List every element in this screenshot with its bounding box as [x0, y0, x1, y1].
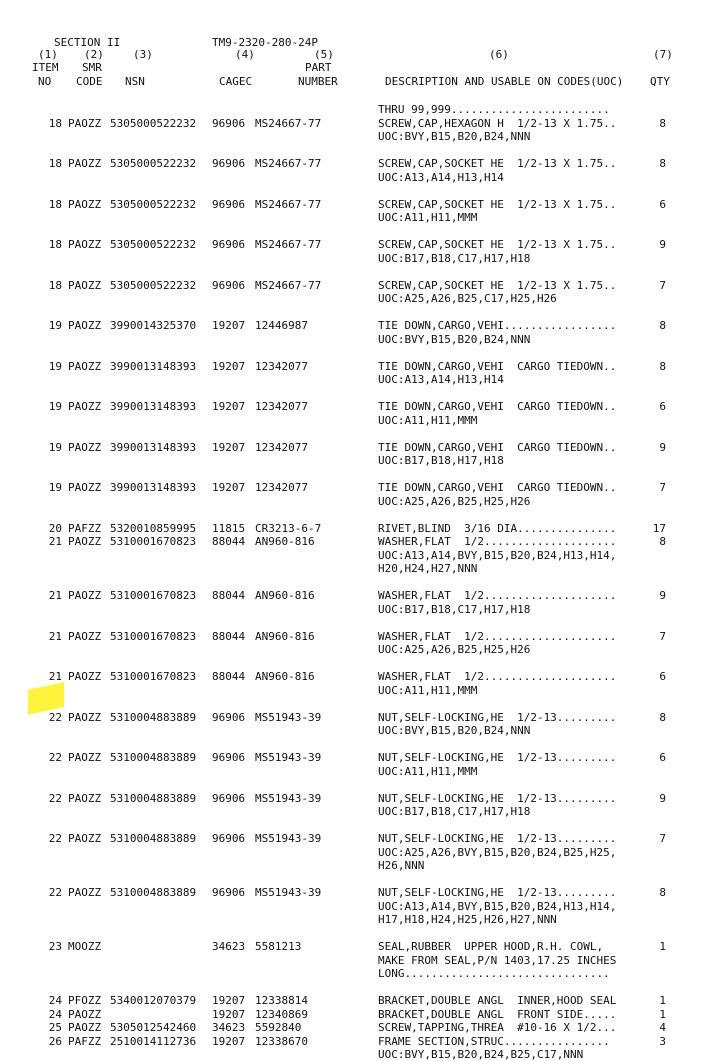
nsn: 2510014112736 — [110, 1034, 197, 1048]
item-number: 21 — [48, 670, 62, 683]
description-line: UOC:B17,B18,C17,H17,H18 — [378, 602, 531, 616]
quantity: 1 — [659, 1007, 666, 1021]
description-line: BRACKET,DOUBLE ANGL INNER,HOOD SEAL — [378, 994, 617, 1007]
smr-code: PAOZZ — [68, 670, 102, 683]
part-number: 12342077 — [255, 359, 308, 373]
description-line: UOC:A25,A26,B25,C17,H25,H26 — [378, 292, 557, 305]
cagec: 96906 — [212, 116, 246, 130]
nsn: 5310001670823 — [110, 629, 197, 643]
col-num-5: (5) — [314, 48, 334, 61]
cagec: 96906 — [212, 886, 246, 899]
item-number: 22 — [48, 832, 62, 845]
nsn: 5305000522232 — [110, 278, 197, 292]
quantity: 7 — [659, 832, 666, 845]
smr-code: PAOZZ — [68, 1021, 102, 1034]
description-line: WASHER,FLAT 1/2.................... — [378, 629, 617, 643]
item-number: 19 — [48, 440, 62, 454]
header-cagec: CAGEC — [219, 75, 253, 88]
quantity: 7 — [659, 278, 666, 292]
quantity: 6 — [659, 197, 666, 211]
nsn: 3990013148393 — [110, 440, 197, 454]
description-line: UOC:BVY,B15,B20,B24,NNN — [378, 724, 531, 737]
part-number: MS51943-39 — [255, 710, 322, 724]
part-number: MS24667-77 — [255, 238, 322, 251]
item-number: 24 — [48, 1007, 62, 1021]
cagec: 88044 — [212, 629, 246, 643]
cagec: 34623 — [212, 1021, 246, 1034]
nsn: 5305012542460 — [110, 1021, 197, 1034]
part-number: MS24667-77 — [255, 157, 322, 170]
quantity: 17 — [652, 521, 666, 535]
item-number: 18 — [48, 116, 62, 130]
cagec: 19207 — [212, 400, 246, 413]
description-line: UOC:A11,H11,MMM — [378, 211, 478, 224]
description-line: NUT,SELF-LOCKING,HE 1/2-13......... — [378, 791, 617, 805]
nsn: 5310004883889 — [110, 832, 197, 845]
quantity: 7 — [659, 629, 666, 643]
quantity: 8 — [659, 359, 666, 373]
cagec: 96906 — [212, 278, 246, 292]
nsn: 3990013148393 — [110, 481, 197, 494]
item-number: 19 — [48, 319, 62, 332]
part-number: AN960-816 — [255, 670, 315, 683]
quantity: 8 — [659, 886, 666, 899]
smr-code: PAOZZ — [68, 629, 102, 643]
continuation-line: THRU 99,999........................ — [378, 103, 610, 116]
smr-code: PAOZZ — [68, 400, 102, 413]
part-number: AN960-816 — [255, 629, 315, 643]
nsn: 5310004883889 — [110, 791, 197, 805]
description-line: H17,H18,H24,H25,H26,H27,NNN — [378, 913, 557, 926]
item-number: 20 — [48, 521, 62, 535]
part-number: 12342077 — [255, 400, 308, 413]
item-number: 26 — [48, 1034, 62, 1048]
cagec: 19207 — [212, 1034, 246, 1048]
part-number: MS51943-39 — [255, 751, 322, 764]
item-number: 21 — [48, 629, 62, 643]
item-number: 25 — [48, 1021, 62, 1034]
description-line: MAKE FROM SEAL,P/N 1403,17.25 INCHES — [378, 953, 617, 967]
item-number: 22 — [48, 710, 62, 724]
part-number: 12338814 — [255, 994, 308, 1007]
description-line: TIE DOWN,CARGO,VEHI CARGO TIEDOWN.. — [378, 400, 617, 413]
part-number: 12342077 — [255, 440, 308, 454]
item-number: 19 — [48, 359, 62, 373]
nsn: 3990014325370 — [110, 319, 197, 332]
smr-code: PAOZZ — [68, 832, 102, 845]
smr-code: PAFZZ — [68, 521, 102, 535]
smr-code: MOOZZ — [68, 940, 102, 953]
smr-code: PAOZZ — [68, 197, 102, 211]
quantity: 8 — [659, 319, 666, 332]
nsn: 5310001670823 — [110, 535, 197, 548]
description-line: NUT,SELF-LOCKING,HE 1/2-13......... — [378, 751, 617, 764]
item-number: 18 — [48, 278, 62, 292]
item-number: 24 — [48, 994, 62, 1007]
col-num-1: (1) — [38, 48, 58, 61]
item-number: 18 — [48, 197, 62, 211]
smr-code: PAOZZ — [68, 278, 102, 292]
smr-code: PAOZZ — [68, 791, 102, 805]
description-line: UOC:A13,A14,BVY,B15,B20,B24,H13,H14, — [378, 548, 617, 562]
description-line: LONG............................... — [378, 967, 610, 980]
description-line: NUT,SELF-LOCKING,HE 1/2-13......... — [378, 710, 617, 724]
description-line: TIE DOWN,CARGO,VEHI CARGO TIEDOWN.. — [378, 481, 617, 494]
description-line: UOC:A13,A14,H13,H14 — [378, 170, 504, 184]
cagec: 96906 — [212, 238, 246, 251]
description-line: SCREW,CAP,SOCKET HE 1/2-13 X 1.75.. — [378, 278, 617, 292]
part-number: 12338670 — [255, 1034, 308, 1048]
item-number: 18 — [48, 238, 62, 251]
description-line: H20,H24,H27,NNN — [378, 562, 478, 575]
quantity: 6 — [659, 670, 666, 683]
nsn: 3990013148393 — [110, 359, 197, 373]
description-line: SCREW,TAPPING,THREA #10-16 X 1/2... — [378, 1021, 617, 1034]
part-number: 5581213 — [255, 940, 302, 953]
nsn: 5310004883889 — [110, 710, 197, 724]
description-line: UOC:B17,B18,C17,H17,H18 — [378, 805, 531, 818]
item-number: 21 — [48, 589, 62, 602]
cagec: 96906 — [212, 832, 246, 845]
item-number: 22 — [48, 751, 62, 764]
part-number: 12446987 — [255, 319, 308, 332]
description-line: NUT,SELF-LOCKING,HE 1/2-13......... — [378, 886, 617, 899]
cagec: 19207 — [212, 481, 246, 494]
part-number: 5592840 — [255, 1021, 302, 1034]
quantity: 9 — [659, 791, 666, 805]
quantity: 8 — [659, 710, 666, 724]
section-title: SECTION II — [54, 36, 121, 49]
document-number: TM9-2320-280-24P — [212, 36, 318, 49]
part-number: MS24667-77 — [255, 197, 322, 211]
quantity: 3 — [659, 1034, 666, 1048]
nsn: 5305000522232 — [110, 157, 197, 170]
description-line: UOC:A25,A26,B25,H25,H26 — [378, 643, 531, 656]
smr-code: PAOZZ — [68, 157, 102, 170]
description-line: H26,NNN — [378, 859, 425, 872]
description-line: SCREW,CAP,HEXAGON H 1/2-13 X 1.75.. — [378, 116, 617, 130]
col-num-6: (6) — [489, 48, 509, 61]
nsn: 5320010859995 — [110, 521, 197, 535]
smr-code: PFOZZ — [68, 994, 102, 1007]
cagec: 88044 — [212, 589, 246, 602]
header-item-bottom: NO — [38, 75, 52, 88]
nsn: 5305000522232 — [110, 197, 197, 211]
header-nsn: NSN — [125, 75, 145, 88]
smr-code: PAOZZ — [68, 481, 102, 494]
nsn: 5310001670823 — [110, 589, 197, 602]
smr-code: PAOZZ — [68, 440, 102, 454]
quantity: 6 — [659, 400, 666, 413]
description-line: UOC:A11,H11,MMM — [378, 413, 478, 427]
cagec: 19207 — [212, 319, 246, 332]
quantity: 8 — [659, 157, 666, 170]
description-line: FRAME SECTION,STRUC................ — [378, 1034, 610, 1048]
description-line: UOC:BVY,B15,B20,B24,NNN — [378, 332, 531, 346]
cagec: 19207 — [212, 994, 246, 1007]
smr-code: PAOZZ — [68, 238, 102, 251]
description-line: WASHER,FLAT 1/2.................... — [378, 589, 617, 602]
header-smr-top: SMR — [82, 61, 102, 74]
description-line: UOC:A13,A14,BVY,B15,B20,B24,H13,H14, — [378, 899, 617, 913]
cagec: 96906 — [212, 157, 246, 170]
smr-code: PAFZZ — [68, 1034, 102, 1048]
nsn: 5310004883889 — [110, 751, 197, 764]
part-number: 12342077 — [255, 481, 308, 494]
item-number: 22 — [48, 886, 62, 899]
nsn: 5310004883889 — [110, 886, 197, 899]
quantity: 4 — [659, 1021, 666, 1034]
header-smr-bottom: CODE — [76, 75, 103, 88]
item-number: 19 — [48, 400, 62, 413]
header-part-top: PART — [305, 61, 332, 74]
cagec: 34623 — [212, 940, 246, 953]
item-number: 18 — [48, 157, 62, 170]
description-line: SCREW,CAP,SOCKET HE 1/2-13 X 1.75.. — [378, 238, 617, 251]
quantity: 6 — [659, 751, 666, 764]
part-number: MS51943-39 — [255, 886, 322, 899]
description-line: TIE DOWN,CARGO,VEHI................. — [378, 319, 617, 332]
part-number: AN960-816 — [255, 589, 315, 602]
nsn: 3990013148393 — [110, 400, 197, 413]
part-number: 12340869 — [255, 1007, 308, 1021]
description-line: SCREW,CAP,SOCKET HE 1/2-13 X 1.75.. — [378, 157, 617, 170]
nsn: 5310001670823 — [110, 670, 197, 683]
cagec: 19207 — [212, 440, 246, 454]
nsn: 5305000522232 — [110, 116, 197, 130]
description-line: UOC:A11,H11,MMM — [378, 764, 478, 778]
part-number: CR3213-6-7 — [255, 521, 322, 535]
part-number: MS51943-39 — [255, 791, 322, 805]
cagec: 88044 — [212, 535, 246, 548]
description-line: UOC:A11,H11,MMM — [378, 683, 478, 697]
description-line: BRACKET,DOUBLE ANGL FRONT SIDE..... — [378, 1007, 617, 1021]
header-qty: QTY — [650, 75, 670, 88]
col-num-2: (2) — [84, 48, 104, 61]
description-line: TIE DOWN,CARGO,VEHI CARGO TIEDOWN.. — [378, 440, 617, 454]
smr-code: PAOZZ — [68, 535, 102, 548]
description-line: UOC:BVY,B15,B20,B24,B25,C17,NNN — [378, 1048, 584, 1061]
smr-code: PAOZZ — [68, 359, 102, 373]
smr-code: PAOZZ — [68, 589, 102, 602]
smr-code: PAOZZ — [68, 319, 102, 332]
description-line: RIVET,BLIND 3/16 DIA............... — [378, 521, 617, 535]
item-number: 19 — [48, 481, 62, 494]
header-item-top: ITEM — [32, 61, 59, 74]
smr-code: PAOZZ — [68, 886, 102, 899]
description-line: SEAL,RUBBER UPPER HOOD,R.H. COWL, — [378, 940, 604, 953]
description-line: UOC:A13,A14,H13,H14 — [378, 373, 504, 386]
description-line: UOC:B17,B18,H17,H18 — [378, 454, 504, 467]
col-num-4: (4) — [235, 48, 255, 61]
smr-code: PAOZZ — [68, 116, 102, 130]
header-part-bottom: NUMBER — [298, 75, 338, 88]
cagec: 96906 — [212, 791, 246, 805]
cagec: 19207 — [212, 359, 246, 373]
col-num-7: (7) — [653, 48, 673, 61]
nsn: 5340012070379 — [110, 994, 197, 1007]
quantity: 9 — [659, 238, 666, 251]
header-description: DESCRIPTION AND USABLE ON CODES(UOC) — [385, 75, 624, 88]
nsn: 5305000522232 — [110, 238, 197, 251]
cagec: 11815 — [212, 521, 246, 535]
smr-code: PAOZZ — [68, 751, 102, 764]
quantity: 8 — [659, 535, 666, 548]
description-line: UOC:A25,A26,BVY,B15,B20,B24,B25,H25, — [378, 845, 617, 859]
smr-code: PAOZZ — [68, 710, 102, 724]
cagec: 19207 — [212, 1007, 246, 1021]
part-number: MS51943-39 — [255, 832, 322, 845]
description-line: UOC:A25,A26,B25,H25,H26 — [378, 494, 531, 508]
part-number: AN960-816 — [255, 535, 315, 548]
part-number: MS24667-77 — [255, 278, 322, 292]
description-line: UOC:B17,B18,C17,H17,H18 — [378, 251, 531, 265]
description-line: SCREW,CAP,SOCKET HE 1/2-13 X 1.75.. — [378, 197, 617, 211]
col-num-3: (3) — [133, 48, 153, 61]
quantity: 9 — [659, 589, 666, 602]
cagec: 96906 — [212, 751, 246, 764]
item-number: 21 — [48, 535, 62, 548]
quantity: 8 — [659, 116, 666, 130]
description-line: TIE DOWN,CARGO,VEHI CARGO TIEDOWN.. — [378, 359, 617, 373]
quantity: 7 — [659, 481, 666, 494]
quantity: 9 — [659, 440, 666, 454]
cagec: 96906 — [212, 710, 246, 724]
description-line: WASHER,FLAT 1/2.................... — [378, 670, 617, 683]
part-number: MS24667-77 — [255, 116, 322, 130]
item-number: 22 — [48, 791, 62, 805]
description-line: NUT,SELF-LOCKING,HE 1/2-13......... — [378, 832, 617, 845]
description-line: WASHER,FLAT 1/2.................... — [378, 535, 617, 548]
smr-code: PAOZZ — [68, 1007, 102, 1021]
quantity: 1 — [659, 994, 666, 1007]
cagec: 88044 — [212, 670, 246, 683]
quantity: 1 — [659, 940, 666, 953]
description-line: UOC:BVY,B15,B20,B24,NNN — [378, 130, 531, 143]
cagec: 96906 — [212, 197, 246, 211]
item-number: 23 — [48, 940, 62, 953]
